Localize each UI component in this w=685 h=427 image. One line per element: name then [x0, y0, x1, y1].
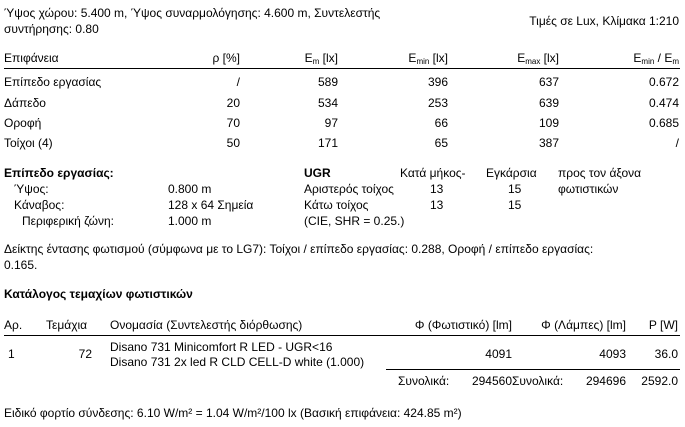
- grid-value: 128 x 64 Σημεία: [168, 198, 254, 212]
- surface-name: Τοίχοι (4): [4, 136, 53, 150]
- catalog-row-name-2: Disano 731 2x led R CLD CELL-D white (1.000): [110, 355, 365, 369]
- surface-emax: 387: [538, 136, 559, 150]
- catalog-row-no: 1: [8, 347, 15, 361]
- intensity-line-2: 0.165.: [4, 258, 38, 272]
- surface-em: 589: [317, 75, 338, 89]
- zone-value: 1.000 m: [168, 214, 212, 228]
- catalog-header-rule: [4, 335, 680, 336]
- surface-em: 97: [324, 116, 338, 130]
- col-em: $E_m$ [lx]: [304, 51, 338, 66]
- totals-power: 2592.0: [641, 374, 678, 388]
- catalog-totals-rule: [386, 369, 680, 370]
- zone-label: Περιφερική ζώνη:: [22, 214, 115, 228]
- surface-ratio: 0.474: [648, 96, 679, 110]
- surface-ratio: /: [675, 136, 679, 150]
- height-label: Ύψος:: [14, 182, 49, 196]
- room-info-line-1: Ύψος χώρου: 5.400 m, Ύψος συναρμολόγησης: 4.600 m, Συντελεστής: [4, 6, 381, 20]
- ugr-col-length: Κατά μήκος-: [400, 166, 466, 180]
- catalog-row-qty: 72: [78, 347, 92, 361]
- surface-em: 171: [317, 136, 338, 150]
- table-header-rule: [4, 68, 680, 69]
- height-value: 0.800 m: [168, 182, 212, 196]
- ugr-note: (CIE, SHR = 0.25.): [304, 214, 405, 228]
- catalog-col-name: Ονομασία (Συντελεστής διόρθωσης): [110, 318, 303, 332]
- surface-emax: 637: [538, 75, 559, 89]
- ugr-left-wall-cross: 15: [508, 182, 522, 196]
- surface-rho: /: [236, 75, 240, 89]
- catalog-col-flux-lum: Φ (Φωτιστικό) [lm]: [414, 318, 512, 332]
- catalog-col-flux-lamp: Φ (Λάμπες) [lm]: [541, 318, 626, 332]
- surface-ratio: 0.672: [648, 75, 679, 89]
- catalog-title: Κατάλογος τεμαχίων φωτιστικών: [4, 287, 193, 301]
- catalog-row-flux-lum: 4091: [485, 347, 512, 361]
- workplane-title: Επίπεδο εργασίας:: [4, 166, 114, 180]
- catalog-row-name-1: Disano 731 Minicomfort R LED - UGR<16: [110, 340, 333, 354]
- ugr-left-wall-label: Αριστερός τοίχος: [304, 182, 394, 196]
- specific-load: Ειδικό φορτίο σύνδεσης: 6.10 W/m² = 1.04 W/m²/100 lx (Βασική επιφάνεια: 424.85 m²): [4, 406, 462, 420]
- col-rho: ρ [%]: [212, 51, 240, 65]
- ugr-bottom-wall-cross: 15: [508, 198, 522, 212]
- surface-rho: 70: [226, 116, 240, 130]
- surface-rho: 50: [226, 136, 240, 150]
- surface-ratio: 0.685: [648, 116, 679, 130]
- surface-emin: 253: [427, 96, 448, 110]
- totals-label-1: Συνολικά:: [398, 374, 450, 388]
- ugr-bottom-wall-length: 13: [430, 198, 444, 212]
- surface-name: Οροφή: [4, 116, 42, 130]
- surface-emin: 65: [434, 136, 448, 150]
- surface-emax: 109: [538, 116, 559, 130]
- totals-label-2: Συνολικά:: [512, 374, 564, 388]
- ugr-col-cross: Εγκάρσια: [486, 166, 537, 180]
- col-emax: $E_{max}$ [lx]: [517, 51, 559, 66]
- ugr-col-axis-2: φωτιστικών: [558, 182, 619, 196]
- surface-em: 534: [317, 96, 338, 110]
- surface-name: Επίπεδο εργασίας: [4, 75, 102, 89]
- surface-rho: 20: [226, 96, 240, 110]
- totals-flux-lamp: 294696: [585, 374, 626, 388]
- ugr-bottom-wall-label: Κάτω τοίχος: [304, 198, 369, 212]
- catalog-col-power: P [W]: [648, 318, 678, 332]
- intensity-line-1: Δείκτης έντασης φωτισμού (σύμφωνα με το LG7): Τοίχοι / επίπεδο εργασίας: 0.288, Οροφή / επίπεδο εργασίας:: [4, 242, 594, 256]
- col-ratio: $E_{min} / E_m$: [633, 51, 679, 66]
- catalog-row-power: 36.0: [654, 347, 678, 361]
- col-emin: $E_{min}$ [lx]: [408, 51, 448, 66]
- catalog-row-flux-lamp: 4093: [599, 347, 626, 361]
- surface-emax: 639: [538, 96, 559, 110]
- ugr-title: UGR: [304, 166, 331, 180]
- col-surface: Επιφάνεια: [4, 51, 59, 65]
- totals-flux-lum: 294560: [471, 374, 512, 388]
- ugr-left-wall-length: 13: [430, 182, 444, 196]
- surface-emin: 396: [427, 75, 448, 89]
- grid-label: Κάναβος:: [14, 198, 65, 212]
- catalog-col-qty: Τεμάχια: [46, 318, 88, 332]
- catalog-col-no: Αρ.: [4, 318, 23, 332]
- surface-name: Δάπεδο: [4, 96, 46, 110]
- scale-info: Τιμές σε Lux, Κλίμακα 1:210: [529, 14, 679, 28]
- room-info-line-2: συντήρησης: 0.80: [4, 22, 99, 36]
- ugr-col-axis-1: προς τον άξονα: [558, 166, 642, 180]
- surface-emin: 66: [434, 116, 448, 130]
